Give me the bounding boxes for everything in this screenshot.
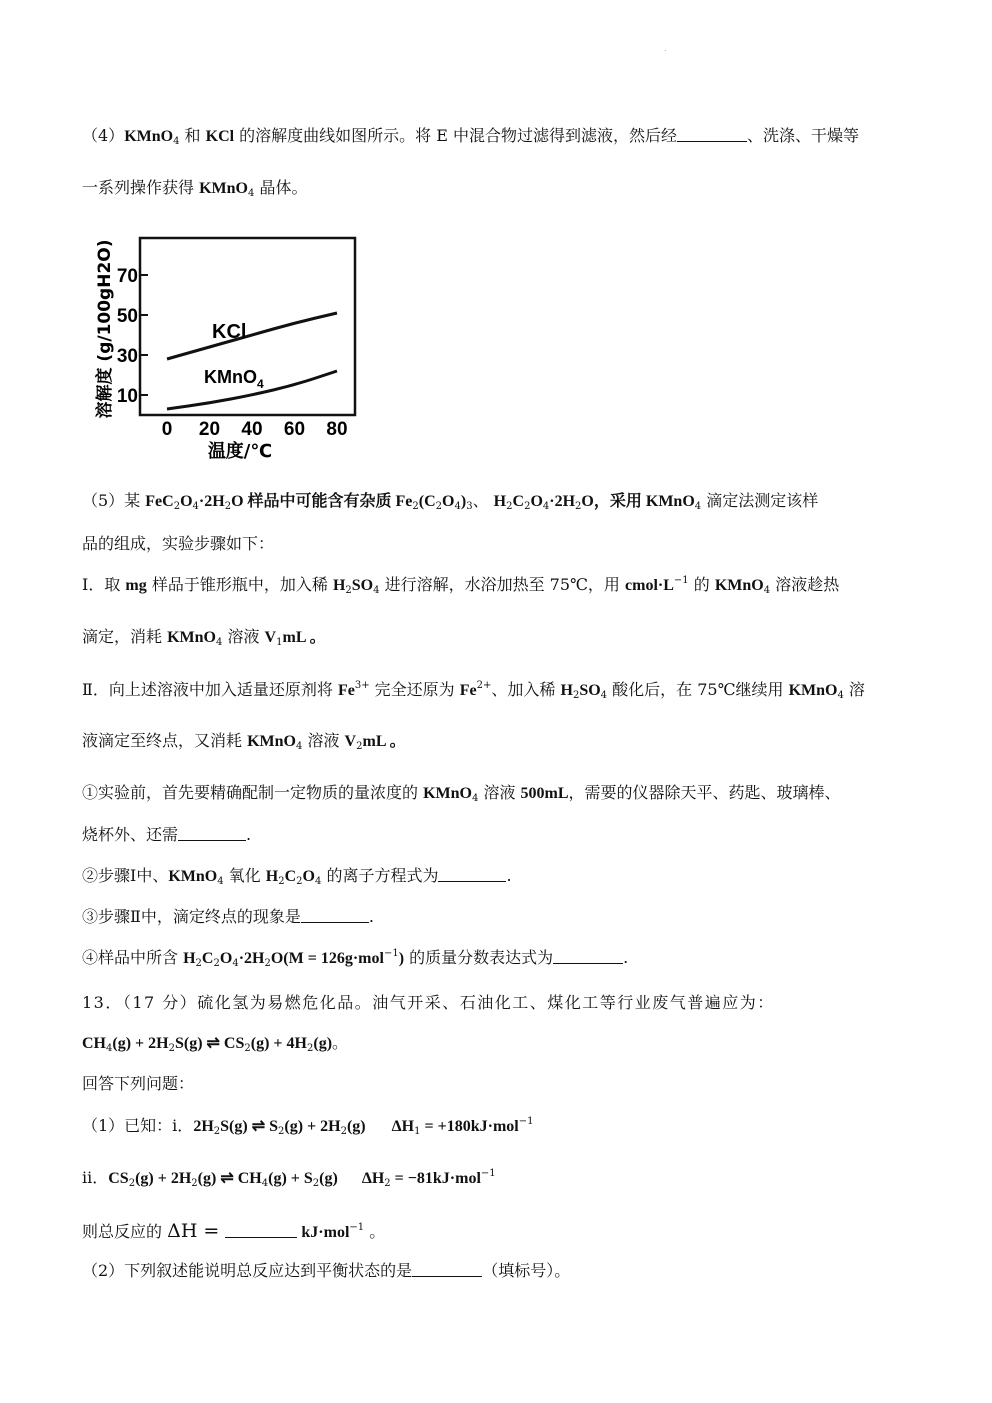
x-tick-label: 40	[241, 419, 263, 440]
step1-line1: Ⅰ．取 mg 样品于锥形瓶中，加入稀 $H_2SO_4$ 进行溶解，水浴加热至 75℃，用 $cmol\cdot L^{-1}$ 的 KMnO$_4$ 溶液趁热	[82, 575, 840, 596]
q5-line1: （5）某 $FeC_2O_4\cdot 2H_2O$ 样品中可能含有杂质 $Fe_2(C_2O_4)_3$、 $H_2C_2O_4\cdot 2H_2O$，采用 KMnO$_4$ 滴定法测定该样	[82, 491, 819, 512]
y-tick-label: 50	[116, 306, 138, 327]
q13-p1-total: 则总反应的 ΔH = kJ·mol$^{-1}$ 。	[82, 1220, 386, 1242]
plot-frame	[140, 238, 355, 415]
q13-p1-ii: ⅱ．$CS_2(g) + 2H_2(g)$ ⇌ $CH_4(g) + S_2(g) \Delta H_2 = -81kJ\cdot mol^{-1}$	[82, 1168, 496, 1189]
answer-blank[interactable]	[553, 949, 623, 964]
x-axis-title: 温度/℃	[207, 441, 273, 462]
y-tick-label: 30	[116, 346, 138, 367]
subscript: 4	[173, 136, 180, 147]
y-axis-title: 溶解度 (g/100gH2O)	[95, 239, 115, 419]
q13-equation: $CH_4(g) + 2H_2S(g)$ ⇌ $CS_2(g) + 4H_2(g)$。	[82, 1033, 349, 1054]
formula: KMnO	[199, 180, 248, 197]
q13-p2: （2）下列叙述能说明总反应达到平衡状态的是 （填标号）。	[82, 1261, 571, 1280]
series-line-kcl	[167, 313, 337, 359]
text: 的溶解度曲线如图所示。将 E 中混合物过滤得到滤液，然后经	[234, 126, 678, 145]
q5-line2: 品的组成，实验步骤如下：	[82, 534, 275, 553]
text: 晶体。	[254, 178, 308, 197]
q13-p1-i: （1）已知：ⅰ．$2H_2S(g)$ ⇌ $S_2(g) + 2H_2(g) \Delta H_1 = +180kJ\cdot mol^{-1}$	[82, 1116, 534, 1137]
subscript: 4	[247, 188, 255, 199]
text: 和	[179, 126, 206, 145]
answer-blank[interactable]	[677, 127, 747, 142]
x-tick-label: 60	[283, 419, 306, 440]
q4-line1	[82, 123, 922, 147]
c4-line: ④样品中所含 $H_2C_2O_4\cdot 2H_2O(M = 126g\cdot mol^{-1})$ 的质量分数表达式为 .	[82, 948, 629, 969]
answer-blank[interactable]	[438, 867, 506, 882]
q13-intro: 13．（17 分）硫化氢为易燃危化品。油气开采、石油化工、煤化工等行业废气普遍应为：	[82, 993, 775, 1012]
kmno4-label: KMnO$_4$	[204, 367, 264, 391]
text: 、洗涤、干燥等	[747, 126, 860, 145]
solubility-chart	[82, 225, 382, 470]
x-tick-label: 0	[161, 419, 173, 440]
x-tick-label: 20	[198, 419, 221, 440]
text: （4）	[82, 126, 125, 145]
text: 一系列操作获得	[82, 178, 200, 197]
q13-answer-prompt: 回答下列问题：	[82, 1074, 195, 1093]
c1-line2: 烧杯外、还需 .	[82, 825, 252, 844]
q4-line2	[82, 175, 922, 199]
x-tick-label: 80	[326, 419, 348, 440]
c2-line: ②步骤Ⅰ中、KMnO$_4$ 氧化 $H_2C_2O_4$ 的离子方程式为 .	[82, 866, 512, 887]
step2-line1: Ⅱ．向上述溶液中加入适量还原剂将 $Fe^{3+}$ 完全还原为 $Fe^{2+}$、加入稀 $H_2SO_4$ 酸化后，在 75℃继续用 KMnO$_4$ 溶	[82, 680, 865, 701]
header-dot: .	[664, 44, 667, 53]
answer-blank[interactable]	[178, 826, 246, 841]
step1-line2: 滴定，消耗 KMnO$_4$ 溶液 $V_1mL$ 。	[82, 627, 326, 648]
step2-line2: 液滴定至终点，又消耗 KMnO$_4$ 溶液 $V_2mL$ 。	[82, 731, 406, 752]
formula: KCl	[205, 128, 235, 145]
c1-line1: ①实验前，首先要精确配制一定物质的量浓度的 KMnO$_4$ 溶液 500mL，需要的仪器除天平、药匙、玻璃棒、	[82, 783, 841, 804]
c3-line: ③步骤Ⅱ中，滴定终点的现象是 .	[82, 907, 374, 926]
answer-blank[interactable]	[301, 908, 369, 923]
y-tick-label: 10	[116, 386, 138, 407]
answer-blank[interactable]	[412, 1262, 482, 1277]
kcl-label: KCl	[212, 321, 247, 343]
answer-blank[interactable]	[225, 1223, 297, 1238]
y-tick-label: 70	[116, 266, 138, 287]
formula: KMnO	[124, 128, 174, 145]
